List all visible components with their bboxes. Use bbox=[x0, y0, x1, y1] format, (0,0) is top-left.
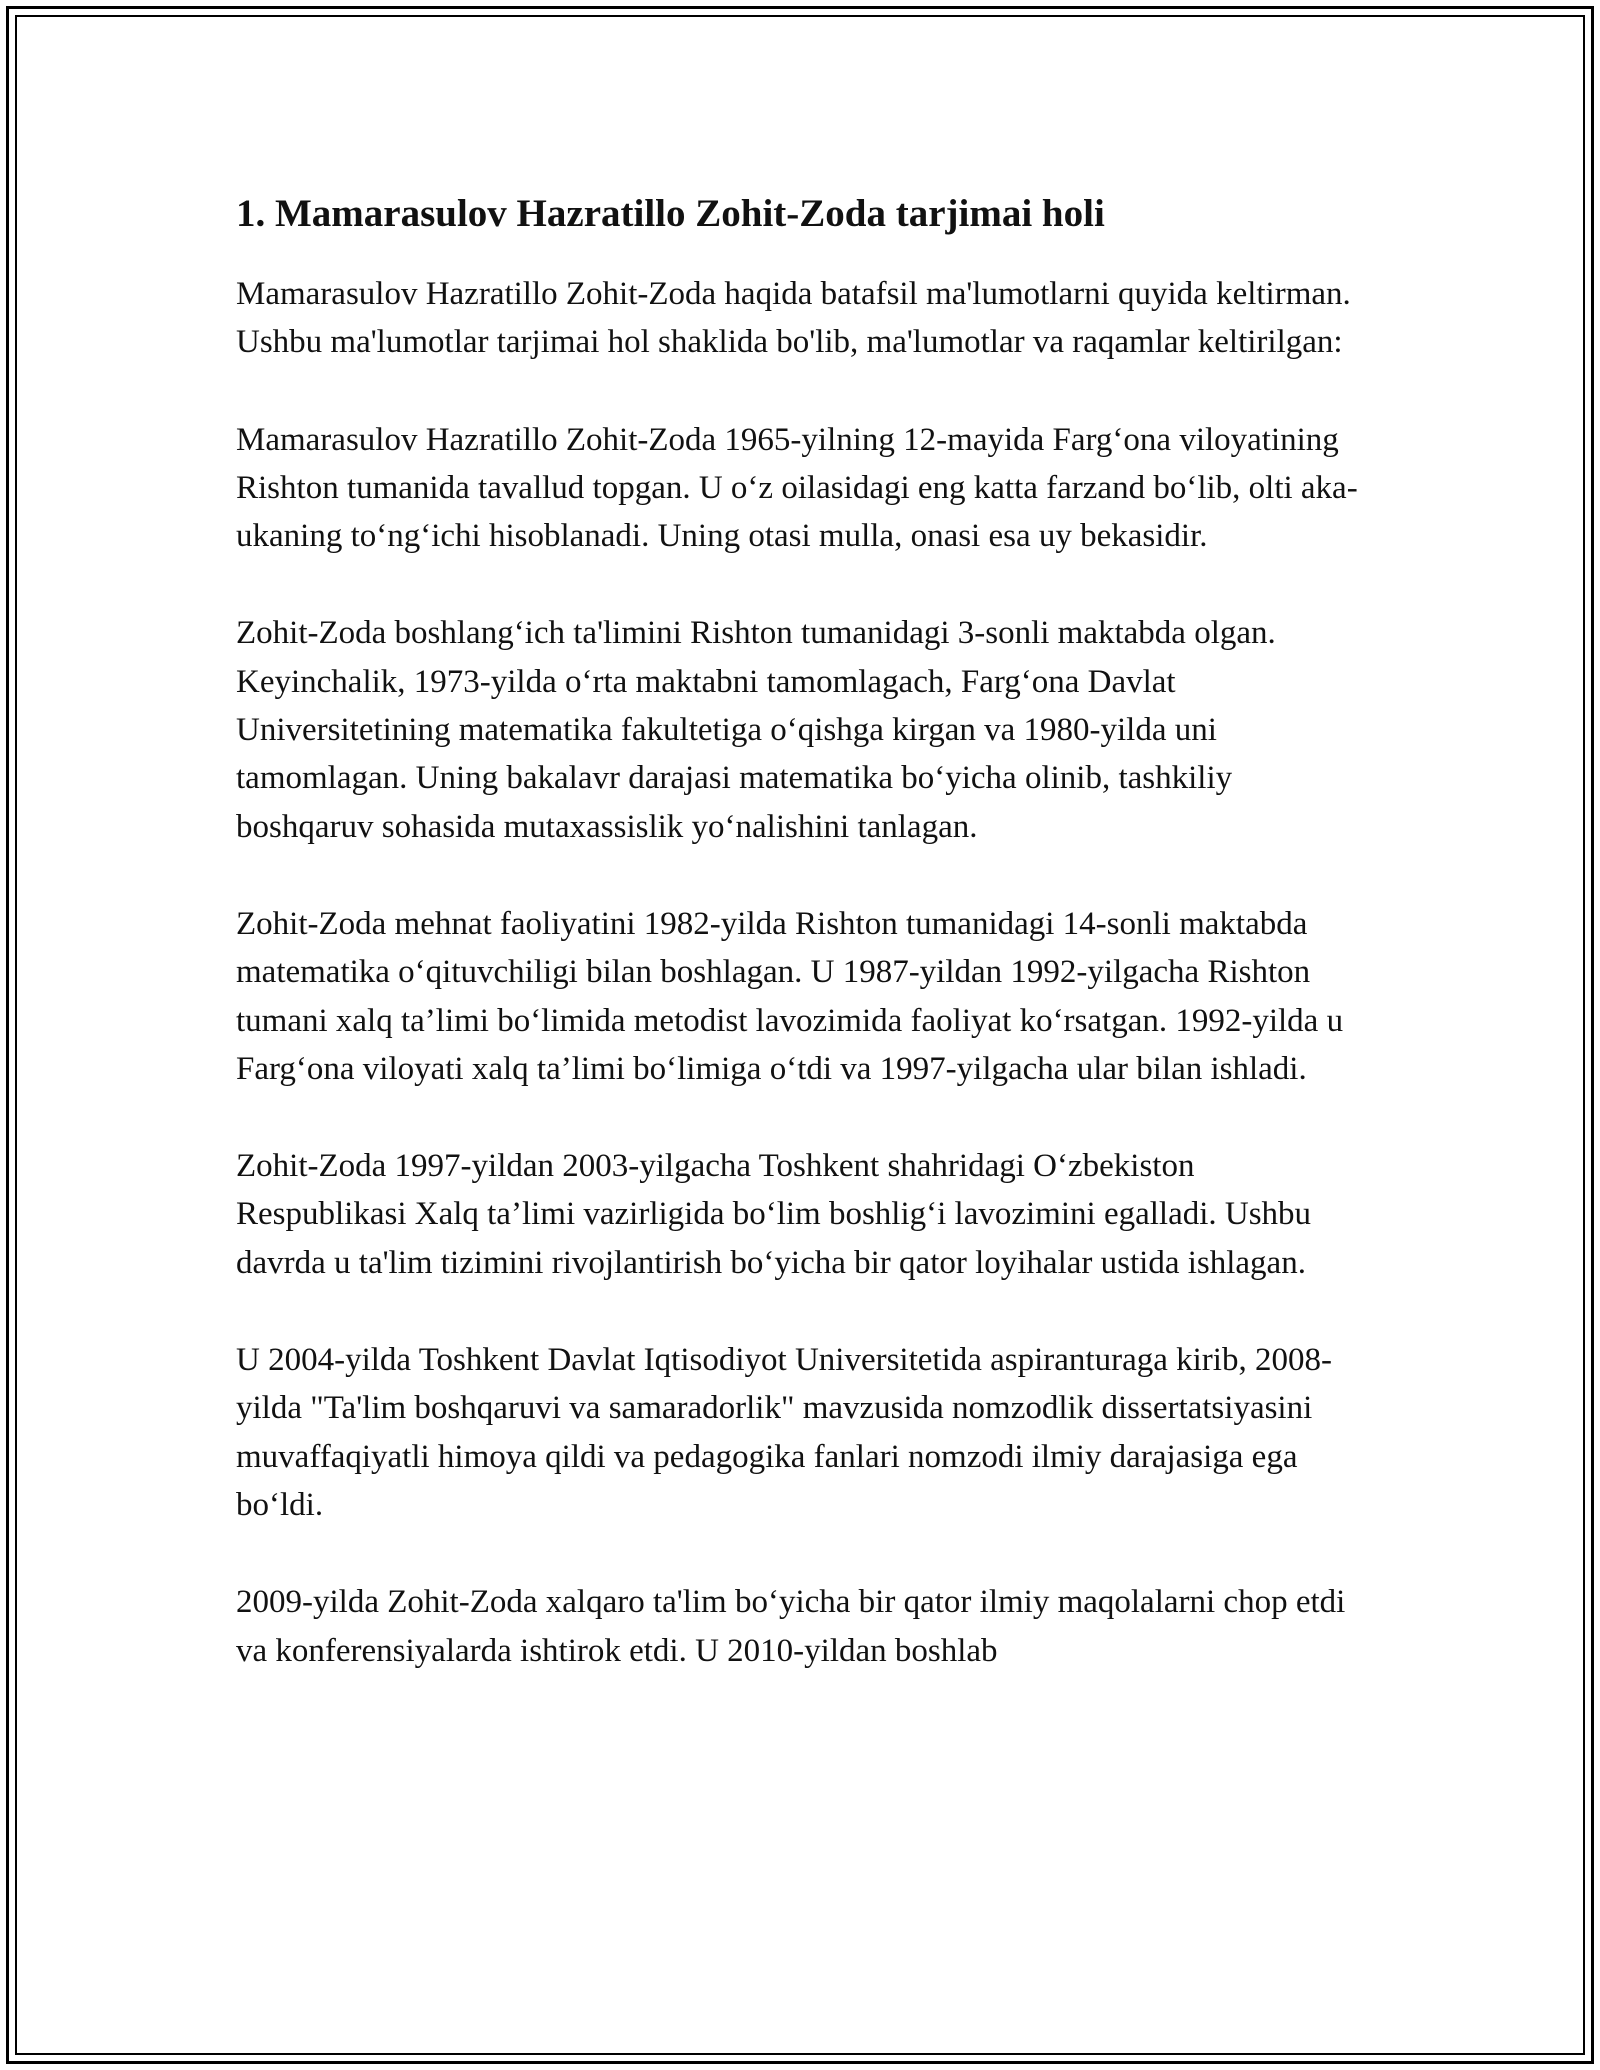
paragraph-intro: Mamarasulov Hazratillo Zohit-Zoda haqida batafsil ma'lumotlarni quyida keltirman. Ushbu ma'lumotlar tarjimai hol shaklida bo'lib, ma'lumotlar va raqamlar keltirilgan: bbox=[236, 276, 1351, 361]
paragraph-publications: 2009-yilda Zohit-Zoda xalqaro ta'lim bo‘yicha bir qator ilmiy maqolalarni chop etdi va konferensiyalarda ishtirok etdi. U 2010-yildan boshlab bbox=[236, 1584, 1346, 1669]
paragraph-postgraduate: U 2004-yilda Toshkent Davlat Iqtisodiyot Universitetida aspiranturaga kirib, 2008-yilda "Ta'lim boshqaruvi va samaradorlik" mavzusida nomzodlik dissertatsiyasini muvaffaqiyatli himoya qildi va pedagogika fanlari nomzodi ilmiy darajasiga ega bo‘ldi. bbox=[236, 1342, 1332, 1523]
paragraph-career-start: Zohit-Zoda mehnat faoliyatini 1982-yilda Rishton tumanidagi 14-sonli maktabda matematika o‘qituvchiligi bilan boshlagan. U 1987-yildan 1992-yilgacha Rishton tumani xalq ta’limi bo‘limida metodist lavozimida faoliyat ko‘rsatgan. 1992-yilda u Farg‘ona viloyati xalq ta’limi bo‘limiga o‘tdi va 1997-yilgacha ular bilan ishladi. bbox=[236, 905, 1344, 1087]
document-body bbox=[236, 188, 1366, 1724]
paragraph-education: Zohit-Zoda boshlang‘ich ta'limini Rishton tumanidagi 3-sonli maktabda olgan. Keyinchalik, 1973-yilda o‘rta maktabni tamomlagach, Farg‘ona Davlat Universitetining matematika fakultetiga o‘qishga kirgan va 1980-yilda uni tamomlagan. Uning bakalavr darajasi matematika bo‘yicha olinib, tashkiliy boshqaruv sohasida mutaxassislik yo‘nalishini tanlagan. bbox=[236, 615, 1276, 845]
document-heading: 1. Mamarasulov Hazratillo Zohit-Zoda tarjimai holi bbox=[236, 192, 1105, 235]
paragraph-birth: Mamarasulov Hazratillo Zohit-Zoda 1965-yilning 12-mayida Farg‘ona viloyatining Rishton tumanida tavallud topgan. U o‘z oilasidagi eng katta farzand bo‘lib, olti aka-ukaning to‘ng‘ichi hisoblanadi. Uning otasi mulla, onasi esa uy bekasidir. bbox=[236, 421, 1358, 555]
paragraph-ministry: Zohit-Zoda 1997-yildan 2003-yilgacha Toshkent shahridagi O‘zbekiston Respublikasi Xalq ta’limi vazirligida bo‘lim boshlig‘i lavozimini egalladi. Ushbu davrda u ta'lim tizimini rivojlantirish bo‘yicha bir qator loyihalar ustida ishlagan. bbox=[236, 1148, 1312, 1281]
